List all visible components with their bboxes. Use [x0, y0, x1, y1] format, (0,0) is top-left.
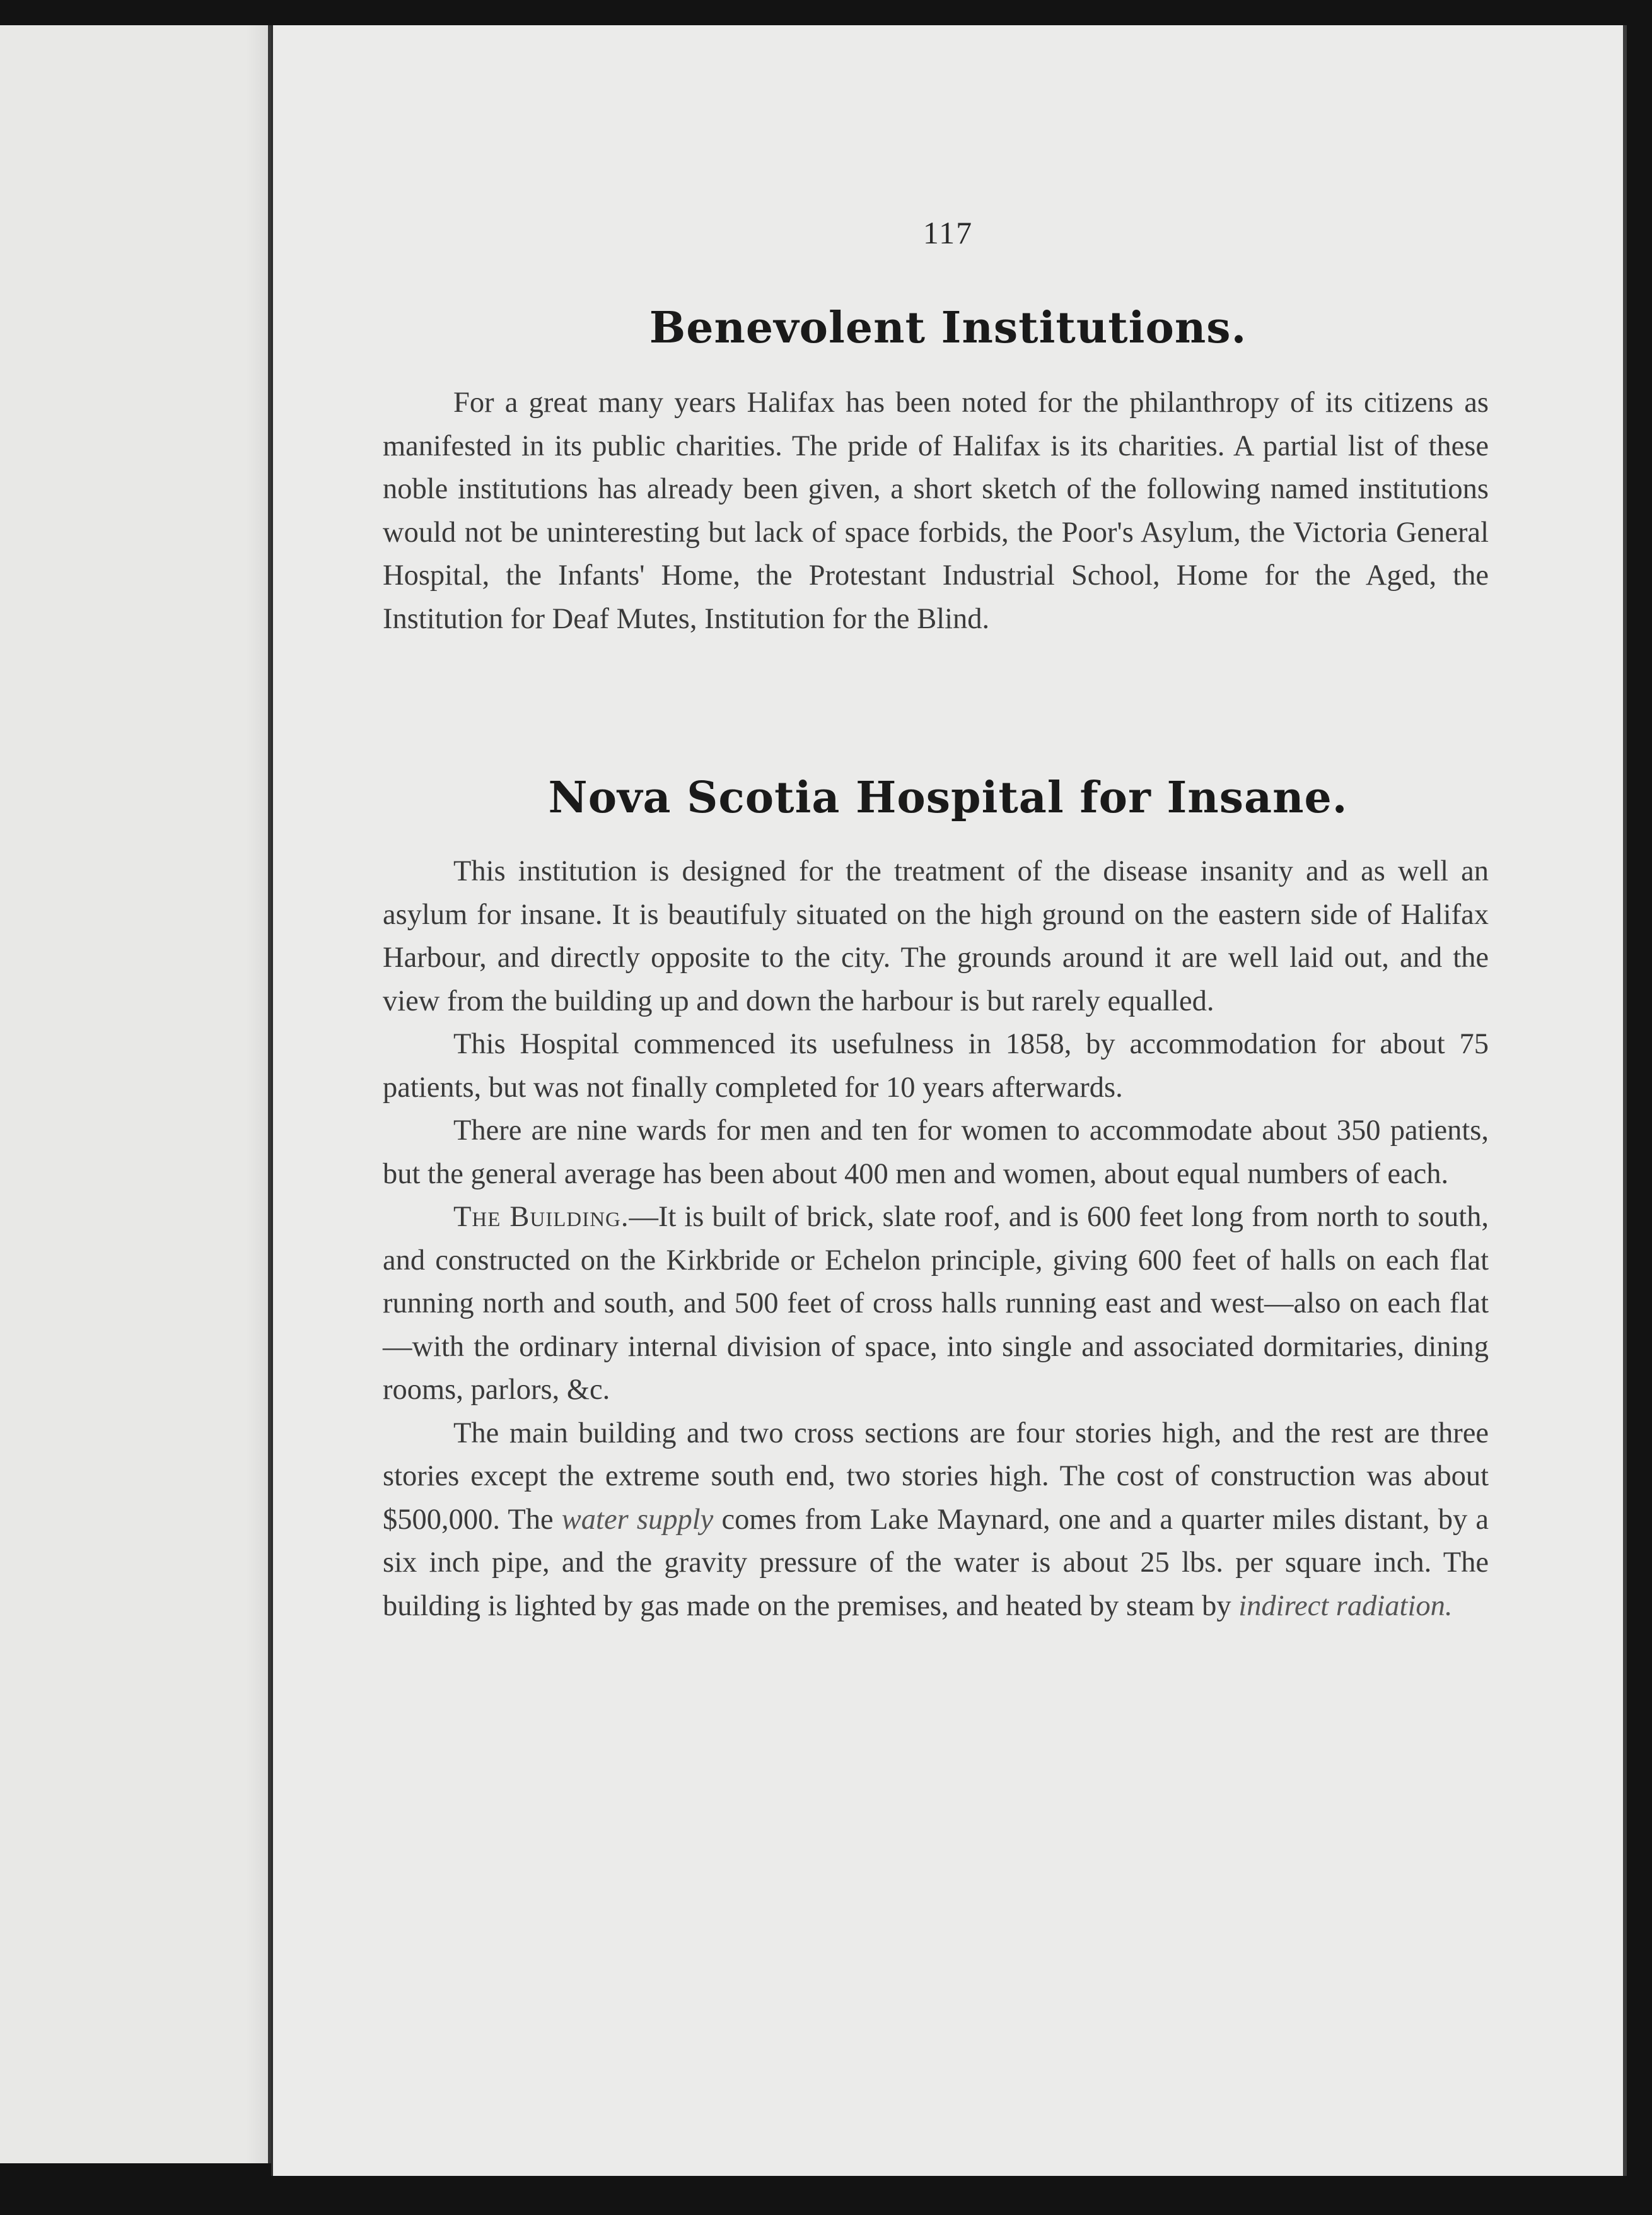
paragraph: This institution is designed for the treatment of the disease insanity and as well an asylum for insane. It is beautifuly situated on the high ground on the eastern side of Halifax Harbour, and directly opposite to the city. The grounds around it are well laid out, and the view from the building up and down the harbour is but rarely equalled.	[383, 855, 1489, 1017]
paragraph-the-building	[383, 1196, 1489, 1412]
facing-page-edge	[0, 25, 271, 2163]
text-run: The main building and two cross sections are four stories high, and the rest are three stories except the extreme south end, two stories high. The cost of construction was about $500,000. The	[383, 1417, 1489, 1536]
paragraph-last	[383, 1412, 1489, 1628]
text-run: comes from Lake Maynard, one and a quarter miles distant, by a six inch pipe, and the gravity pressure of the water is about 25 lbs. per square inch. The building is lighted by gas made on the premises, and heated by steam by	[383, 1503, 1489, 1622]
section-body-nova-scotia-hospital	[383, 850, 1489, 1628]
section-title-benevolent-institutions: Benevolent Institutions.	[649, 303, 1247, 353]
italic-text-indirect-radiation: indirect radiation.	[1238, 1589, 1453, 1622]
paragraph: There are nine wards for men and ten for women to accommodate about 350 patients, but the general average has been about 400 men and women, about equal numbers of each.	[383, 1114, 1489, 1190]
paragraph: This Hospital commenced its usefulness in 1858, by accommodation for about 75 patients, but was not finally completed for 10 years afterwards.	[383, 1028, 1489, 1104]
run-in-heading: The Building.	[453, 1201, 629, 1233]
paragraph-text: —It is built of brick, slate roof, and is 600 feet long from north to south, and constructed on the Kirkbride or Echelon principle, giving 600 feet of halls on each flat running north and south, and 500 feet of cross halls running east and west—also on each flat—with the ordinary internal division of space, into single and associated dormitaries, dining rooms, parlors, &c.	[383, 1201, 1489, 1406]
section-body-benevolent-institutions	[383, 382, 1489, 641]
paragraph: For a great many years Halifax has been noted for the philanthropy of its citizens as manifested in its public charities. The pride of Halifax is its charities. A partial list of these noble institutions has already been given, a short sketch of the following named institutions would not be uninteresting but lack of space forbids, the Poor's Asylum, the Victoria General Hospital, the Infants' Home, the Protestant Industrial School, Home for the Aged, the Institution for Deaf Mutes, Institution for the Blind.	[383, 387, 1489, 635]
italic-text-water-supply: water supply	[561, 1503, 714, 1536]
section-title-nova-scotia-hospital: Nova Scotia Hospital for Insane.	[548, 773, 1348, 823]
page-number: 117	[922, 215, 974, 250]
book-page	[271, 25, 1627, 2176]
